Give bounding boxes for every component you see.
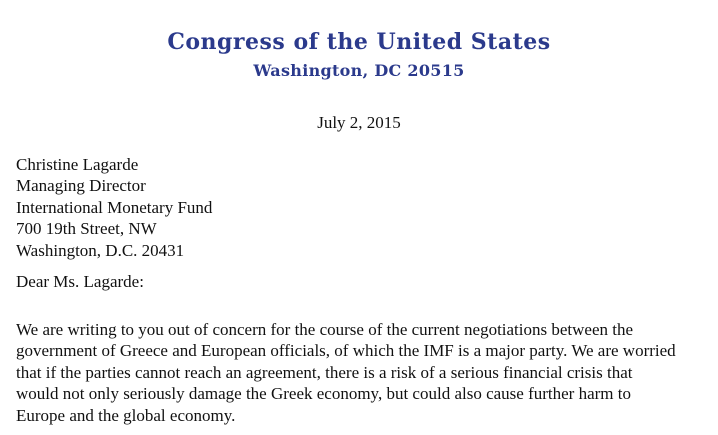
salutation: Dear Ms. Lagarde: bbox=[16, 272, 144, 291]
body-paragraph bbox=[16, 319, 706, 426]
recipient-name: Christine Lagarde bbox=[16, 155, 139, 174]
body-line: Europe and the global economy. bbox=[16, 405, 236, 425]
recipient-organization: International Monetary Fund bbox=[16, 197, 213, 217]
body-line: would not only seriously damage the Greek economy, but could also cause further harm to bbox=[16, 384, 631, 404]
recipient-title: Managing Director bbox=[16, 176, 146, 196]
body-line: government of Greece and European officials, of which the IMF is a major party. We are worried bbox=[16, 341, 676, 361]
letter-date: July 2, 2015 bbox=[317, 113, 401, 132]
letterhead-address: Washington, DC 20515 bbox=[253, 61, 465, 80]
letterhead-title: Congress of the United States bbox=[167, 29, 551, 55]
recipient-city: Washington, D.C. 20431 bbox=[16, 240, 185, 260]
recipient-street: 700 19th Street, NW bbox=[16, 219, 157, 239]
body-line: that if the parties cannot reach an agreement, there is a risk of a serious financial crisis that bbox=[16, 362, 633, 382]
body-line: We are writing to you out of concern for the course of the current negotiations between the bbox=[16, 320, 634, 339]
recipient-address-block bbox=[16, 154, 212, 261]
